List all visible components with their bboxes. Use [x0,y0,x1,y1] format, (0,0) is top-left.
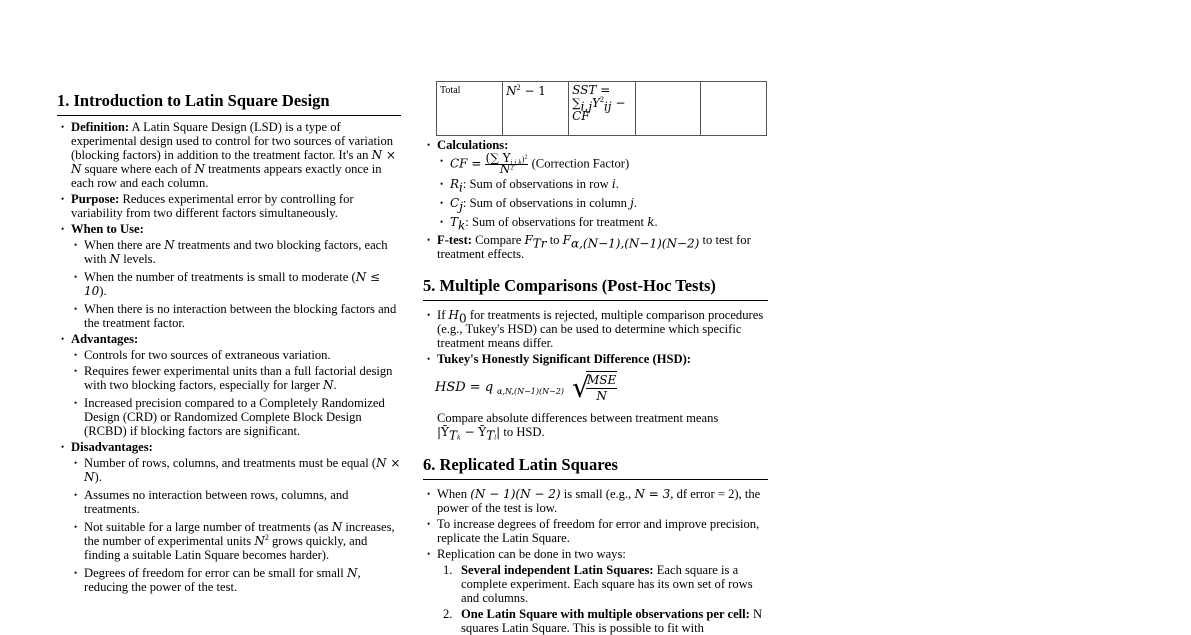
dis-item-2: • Assumes no interaction between rows, columns, and treatments. [71,488,401,516]
definition-item: • Definition: A Latin Square Design (LSD) is a type of experimental design used to control for two sources of variation (blocking factors) in addition to the treatment factor. It's an N × N square where each of N treatments appears exactly once in each row and each column. [57,120,401,190]
column-left [57,0,401,594]
when-item-2: • When the number of treatments is small to moderate (N ≤ 10). [71,270,401,298]
section-5-title: 5. Multiple Comparisons (Post-Hoc Tests) [423,276,768,301]
section-6-title: 6. Replicated Latin Squares [423,455,768,480]
f-test-item: • F-test: Compare $F_{Tr}$ to $F_{\alpha,(N-1),(N-1)(N-2)}$ to test for treatment effects. [423,233,768,261]
replication-item: • Replication can be done in two ways: 1. Several independent Latin Squares: Each square is a complete experiment. Each square has its own set of rows and columns. 2. One Latin Square with multiple observations per cell: N squares Latin Square. This is possible to fit with [423,547,768,635]
section-6 [423,455,768,635]
dis-item-4: • Degrees of freedom for error can be small for small N, reducing the power of the test. [71,566,401,594]
hsd-formula: HSD = q α,N,(N−1)(N−2) √ MSE N [435,371,617,404]
compare-text: Compare absolute differences between treatment means $|Ȳ_{Tk}$ − $Ȳ_{Tl}|$ to HSD. [437,411,719,443]
total-df-cell: $N^2 - 1$ [503,82,569,136]
anova-total-row-table [436,81,767,136]
total-label-cell: Total [437,82,503,136]
when-to-use-item: • When to Use: • When there are N treatments and two blocking factors, each with N levels. • When the number of treatments is small to moderate (N ≤ 10). • When there is no interaction between the blocking factors and the treatment factor. [57,222,401,330]
adv-item-2: • Requires fewer experimental units than a full factorial design with two blocking factors, especially for larger N. [71,364,401,392]
disadvantages-item: • Disadvantages: • Number of rows, columns, and treatments must be equal (N × N). • Assumes no interaction between rows, columns, and treatments. • Not suitable for a large number of treatments (as N increases, the number of experimental units $N^2$ grows quickly, and finding a suitable Latin Square becomes harder). • Degrees of freedom for error can be small for small N, reducing the power of the test. [57,440,401,594]
section-5 [423,276,768,443]
dis-item-1: • Number of rows, columns, and treatments must be equal (N × N). [71,456,401,484]
advantages-item: • Advantages: • Controls for two sources of extraneous variation. • Requires fewer experimental units than a full factorial design with two blocking factors, especially for larger N. • Increased precision compared to a Completely Randomized Design (CRD) or Randomized Complete Block Design (RCBD) if blocking factors are significant. [57,332,401,438]
sqrt-sign: √ [572,371,590,404]
section-5-list [423,308,768,366]
if-h0-item: • If $H_0$ for treatments is rejected, multiple comparison procedures (e.g., Tukey's HSD) can be used to determine which specific treatment means differ. [423,308,768,350]
hsd-fraction: MSE N [587,373,617,403]
total-f-cell [701,82,767,136]
r-item: • $R_i$: Sum of observations in row i. [437,177,768,191]
calculations-list [423,138,768,261]
calculations-item: • Calculations: • CF = $\frac{(\sum Y_{i,j,k})^2}{N^2}$ (Correction Factor) • $R_i$: Sum of observations in row i. • $C_j$: Sum of observations in column j. • $T_k$: Sum of observations for treatment k. [423,138,768,229]
cf-item: • CF = $\frac{(\sum Y_{i,j,k})^2}{N^2}$ (Correction Factor) [437,154,768,175]
increase-df-item: • To increase degrees of freedom for error and improve precision, replicate the Latin Square. [423,517,768,545]
section-1-title: 1. Introduction to Latin Square Design [57,91,401,116]
replication-option-1: 1. Several independent Latin Squares: Each square is a complete experiment. Each square has its own set of rows and columns. [443,563,753,605]
section-6-list [423,487,768,635]
when-item-1: • When there are N treatments and two blocking factors, each with N levels. [71,238,401,266]
t-item: • $T_k$: Sum of observations for treatment k. [437,215,768,229]
table-row [437,82,767,136]
adv-item-1: • Controls for two sources of extraneous variation. [71,348,401,362]
total-ms-cell [635,82,701,136]
replication-option-2: 2. One Latin Square with multiple observations per cell: N squares Latin Square. This is possible to fit with [443,607,763,635]
c-item: • $C_j$: Sum of observations in column j. [437,196,768,210]
adv-item-3: • Increased precision compared to a Completely Randomized Design (CRD) or Randomized Complete Block Design (RCBD) if blocking factors are significant. [71,396,401,438]
purpose-item: • Purpose: Reduces experimental error by controlling for variability from two different factors simultaneously. [57,192,401,220]
total-ss-cell: SST = $\sum_{i,j}Y^2_{ij}$ − CF [569,82,636,136]
when-item-3: • When there is no interaction between the blocking factors and the treatment factor. [71,302,401,330]
cf-fraction: $\frac{(\sum Y_{i,j,k})^2}{N^2}$ [485,151,528,176]
when-small-item: • When (N − 1)(N − 2) is small (e.g., N = 3, df error = 2), the power of the test is low. [423,487,768,515]
section-1-list [57,120,401,594]
tukey-item: • Tukey's Honestly Significant Difference (HSD): [423,352,768,366]
dis-item-3: • Not suitable for a large number of treatments (as N increases, the number of experimental units $N^2$ grows quickly, and finding a suitable Latin Square becomes harder). [71,520,401,562]
